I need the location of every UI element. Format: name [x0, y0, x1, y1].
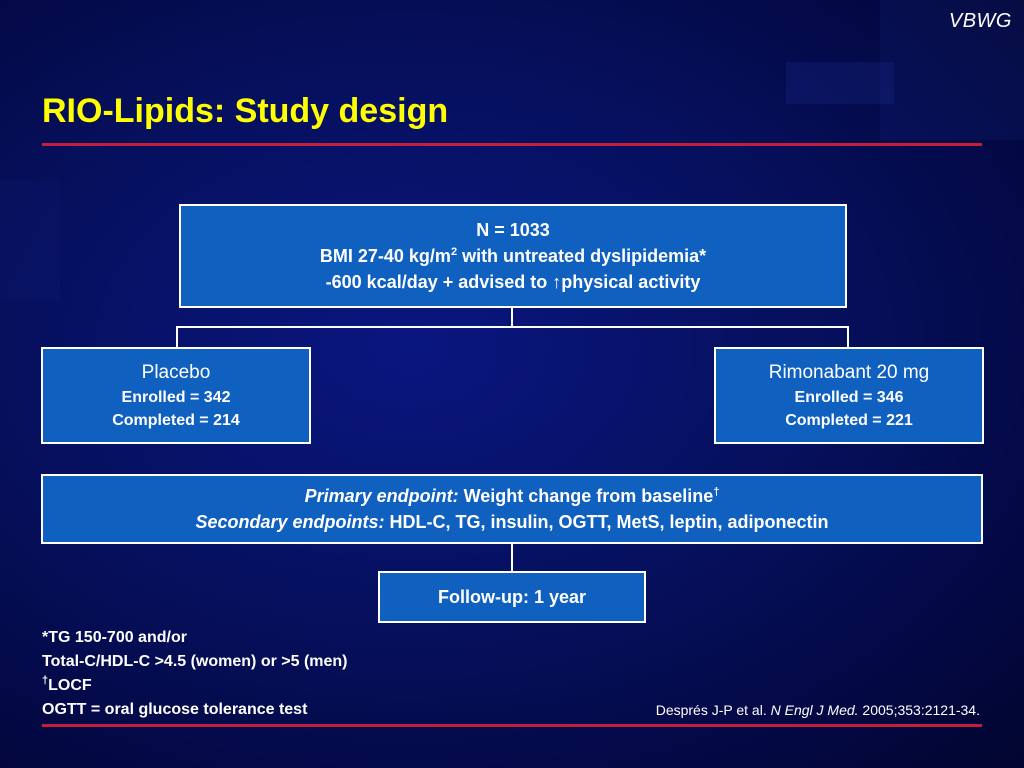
rimonabant-arm-box [714, 347, 984, 444]
primary-endpoint [305, 483, 720, 509]
enrollment-bmi [320, 243, 706, 269]
placebo-enrolled: Enrolled = 342 [121, 388, 231, 406]
bmi-superscript: 2 [450, 246, 458, 258]
enrollment-n: N = 1033 [476, 220, 550, 240]
placebo-completed: Completed = 214 [112, 411, 240, 429]
rimonabant-enrolled: Enrolled = 346 [794, 388, 904, 406]
followup-box [378, 571, 646, 623]
connector-left-vertical [176, 326, 178, 347]
primary-value: Weight change from baseline [458, 486, 714, 506]
citation-ref: 2005;353:2121-34. [858, 702, 980, 718]
bmi-prefix: BMI 27-40 kg/m [319, 246, 451, 266]
footnote-locf [42, 674, 348, 698]
background-tile [786, 62, 894, 104]
diet-prefix: -600 kcal/day + advised to [325, 272, 553, 292]
connector-horizontal [176, 326, 849, 328]
primary-superscript: † [713, 486, 720, 498]
followup-text: Follow-up: 1 year [437, 586, 587, 607]
enrollment-diet [326, 269, 701, 295]
up-arrow-icon: ↑ [552, 272, 562, 292]
connector-followup-vertical [511, 544, 513, 571]
footnote-locf-superscript: † [42, 674, 49, 687]
secondary-value: HDL-C, TG, insulin, OGTT, MetS, leptin, adiponectin [384, 512, 829, 532]
connector-top-vertical [511, 308, 513, 327]
endpoints-box [41, 474, 983, 544]
secondary-endpoint [195, 509, 828, 535]
bottom-rule [42, 724, 982, 727]
secondary-label: Secondary endpoints: [195, 512, 385, 532]
connector-right-vertical [847, 326, 849, 347]
citation-authors: Després J-P et al. [655, 702, 771, 718]
slide-title: RIO-Lipids: Study design [42, 92, 449, 130]
bmi-suffix: with untreated dyslipidemia* [457, 246, 707, 266]
background-tile [0, 180, 60, 300]
citation-journal: N Engl J Med. [770, 702, 859, 718]
placebo-name: Placebo [141, 361, 211, 383]
footnote-tg: *TG 150-700 and/or [42, 629, 187, 646]
rimonabant-name: Rimonabant 20 mg [768, 361, 930, 383]
citation [656, 702, 980, 718]
footnote-ogtt: OGTT = oral glucose tolerance test [42, 701, 308, 718]
placebo-arm-box [41, 347, 311, 444]
footnote-locf-text: LOCF [48, 677, 92, 694]
footnotes [42, 626, 348, 722]
enrollment-box [179, 204, 847, 308]
footnote-totalc: Total-C/HDL-C >4.5 (women) or >5 (men) [42, 653, 348, 670]
diet-suffix: physical activity [561, 272, 701, 292]
title-rule [42, 143, 982, 146]
logo: VBWG [948, 10, 1012, 32]
primary-label: Primary endpoint: [304, 486, 459, 506]
rimonabant-completed: Completed = 221 [785, 411, 913, 429]
